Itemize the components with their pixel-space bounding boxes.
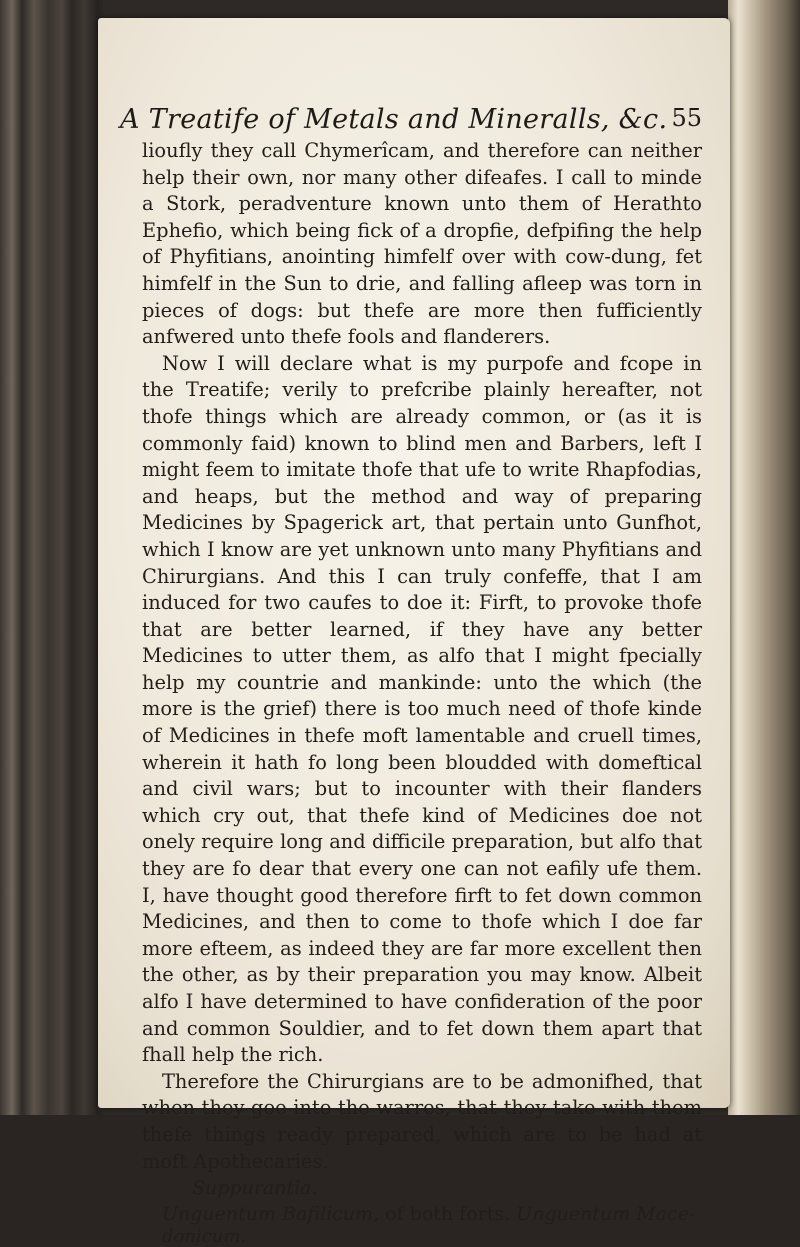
recipe-item-macedonicum: Unguentum Mace-: [516, 1203, 696, 1226]
recipe-line: [142, 1201, 702, 1227]
recipe-item-basilicum: Unguentum Bafilicum,: [162, 1203, 380, 1226]
facing-page-edge: [728, 0, 800, 1115]
paragraph-chirurgians: Therefore the Chirurgians are to be admonifhed, that when they goe into the warres, that they take with them thefe things ready prepared, which are to be had at moft Apothecaries.: [142, 1069, 702, 1173]
page-number: 55: [671, 104, 702, 132]
running-head: A Treatife of Metals and Mineralls, &c.: [120, 104, 668, 135]
section-heading-suppurantia: Suppurantia.: [192, 1177, 318, 1200]
paragraph-purpose: Now I will declare what is my purpofe and fcope in the Treatife; verily to prefcribe plainly hereafter, not thofe things which are already common, or (as it is commonly faid) known to blind men and Barbers, left I might feem to imitate thofe that ufe to write Rhapfodias, and heaps, but the method and way of preparing Medicines by Spagerick art, that pertain unto Gunfhot, which I know are yet unknown unto many Phyfitians and Chirurgians. And this I can truly confeffe, that I am induced for two caufes to doe it: Firft, to provoke thofe that are better learned, if they have any better Medicines to utter them, as alfo that I might fpecially help my countrie and mankinde: unto the which (the more is the grief) there is too much need of thofe kinde of Medicines in thefe moft lamentable and cruell times, wherein it hath fo long been bloudded with domeftical and civil wars; but to incounter with their flanders which cry out, that thefe kind of Medicines doe not onely require long and difficile preparation, but alfo that they are fo dear that every one can not eafily ufe them. I, have thought good therefore firft to fet down common Medicines, and then to come to thofe which I doe far more efteem, as indeed they are far more excellent then the other, as by their preparation you may know. Albeit alfo I have determined to have confideration of the poor and common Souldier, and to fet down them apart that fhall help the rich.: [142, 351, 702, 1067]
catchword: donicum.: [162, 1226, 247, 1247]
body-text: [142, 138, 702, 1247]
paragraph-continuation: lioufly they call Chymerîcam, and therefore can neither help their own, nor many other difeafes. I call to minde a Stork, peradventure known unto them of Herathto Ephefio, which being fick of a dropfie, defpifing the help of Phyfitians, anointing himfelf over with cow-dung, fet himfelf in the Sun to drie, and falling afleep was torn in pieces of dogs: but thefe are more then fufficiently anfwered unto thefe fools and flanderers.: [142, 139, 702, 349]
book-page: [98, 18, 730, 1247]
recipe-connector: of both forts.: [385, 1203, 511, 1226]
page-header: [98, 104, 730, 138]
